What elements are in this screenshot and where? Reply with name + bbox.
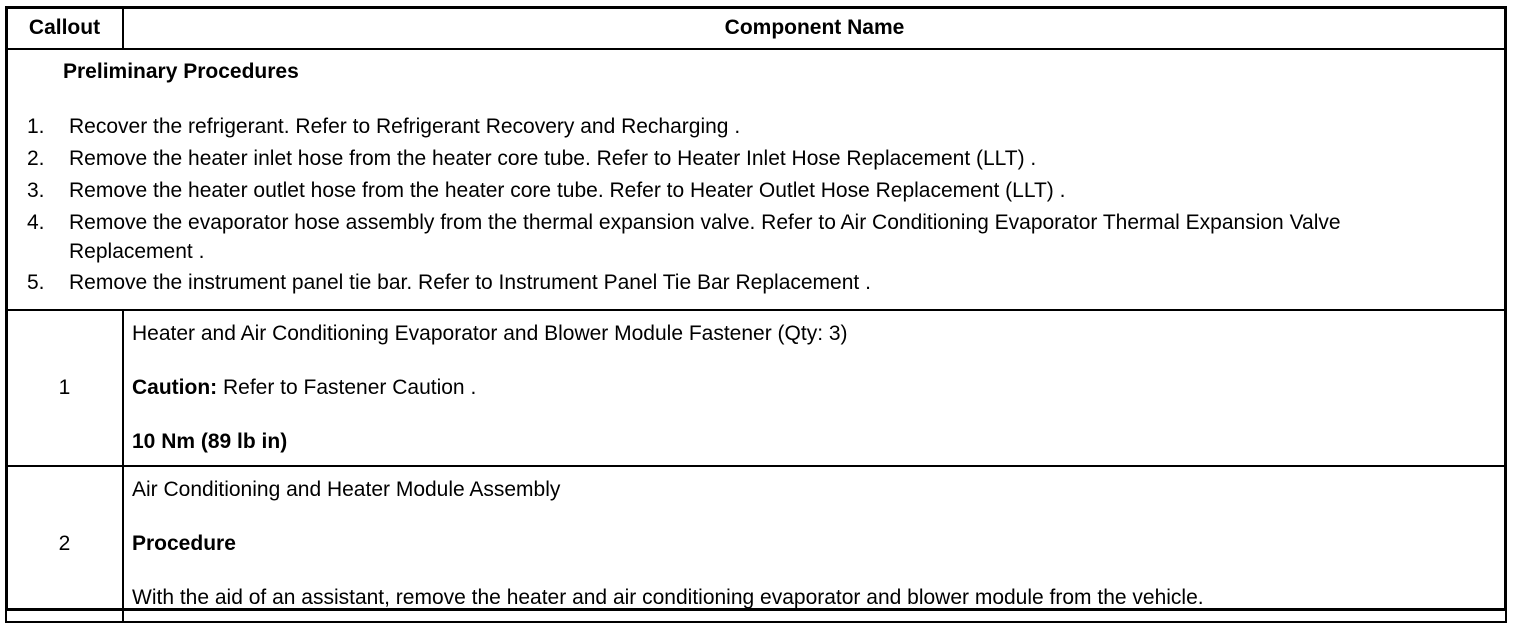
caution-text: Refer to Fastener Caution . bbox=[217, 376, 477, 399]
list-item bbox=[21, 144, 1495, 174]
preliminary-procedures bbox=[6, 49, 1506, 310]
caution-label: Caution: bbox=[132, 376, 218, 399]
callout-number: 1 bbox=[6, 310, 123, 466]
step-number: 3. bbox=[27, 179, 45, 202]
component-name: Air Conditioning and Heater Module Assembly bbox=[132, 478, 561, 501]
table-row bbox=[6, 310, 1506, 466]
step-text: Remove the heater outlet hose from the heater core tube. Refer to Heater Outlet Hose Replacement (LLT) . bbox=[69, 179, 1066, 202]
step-text: Remove the heater inlet hose from the heater core tube. Refer to Heater Inlet Hose Replacement (LLT) . bbox=[69, 147, 1037, 170]
component-name: Heater and Air Conditioning Evaporator and Blower Module Fastener (Qty: 3) bbox=[132, 322, 848, 345]
component-cell bbox=[123, 310, 1506, 466]
step-number: 1. bbox=[27, 115, 45, 138]
step-number: 5. bbox=[27, 271, 45, 294]
list-item bbox=[21, 112, 1495, 142]
step-number: 2. bbox=[27, 147, 45, 170]
procedure-text: With the aid of an assistant, remove the heater and air conditioning evaporator and blower module from the vehicle. bbox=[132, 586, 1204, 609]
caution-line bbox=[132, 373, 1497, 403]
component-cell bbox=[123, 466, 1506, 622]
step-text: Recover the refrigerant. Refer to Refrigerant Recovery and Recharging . bbox=[69, 115, 741, 138]
preliminary-steps bbox=[21, 112, 1495, 298]
callout-header: Callout bbox=[6, 7, 123, 49]
header-row bbox=[6, 7, 1506, 49]
callout-number: 2 bbox=[6, 466, 123, 622]
procedure-label: Procedure bbox=[132, 532, 236, 555]
procedure-table bbox=[5, 6, 1507, 623]
preliminary-title: Preliminary Procedures bbox=[63, 60, 299, 83]
step-number: 4. bbox=[27, 211, 45, 234]
torque-spec: 10 Nm (89 lb in) bbox=[132, 430, 288, 453]
table-row bbox=[6, 466, 1506, 622]
list-item bbox=[21, 268, 1495, 298]
step-text: Remove the evaporator hose assembly from the thermal expansion valve. Refer to Air Conditioning Evaporator Thermal Expansion Valve Replacement . bbox=[69, 211, 1341, 263]
list-item bbox=[21, 176, 1495, 206]
preliminary-row bbox=[6, 49, 1506, 310]
list-item bbox=[21, 208, 1495, 266]
step-text: Remove the instrument panel tie bar. Refer to Instrument Panel Tie Bar Replacement . bbox=[69, 271, 871, 294]
component-name-header: Component Name bbox=[123, 7, 1506, 49]
